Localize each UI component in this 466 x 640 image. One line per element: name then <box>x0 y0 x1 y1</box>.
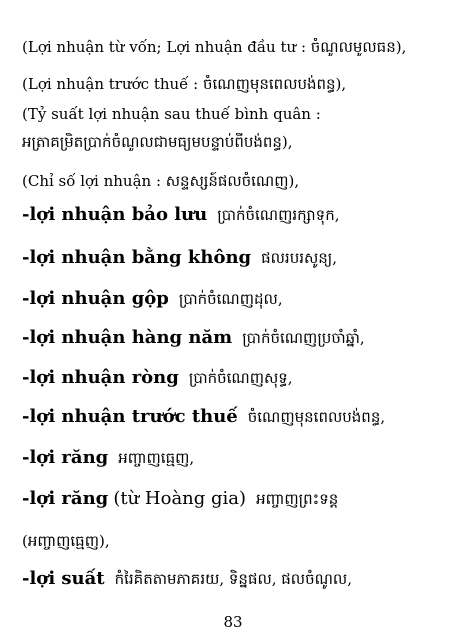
dictionary-entry <box>22 327 456 349</box>
entry-term: -lợi nhuận bảo lưu <box>22 204 208 225</box>
entry-meaning: អញ្ចាញធ្មេញ, <box>118 449 195 467</box>
entry-term: -lợi răng <box>22 488 109 509</box>
entry-meaning: ផលរបរសូន្យ, <box>261 249 338 267</box>
entry-meaning: ប្រាក់ចំណេញដុល, <box>178 290 283 308</box>
entry-term: -lợi nhuận trước thuế <box>22 406 238 427</box>
dictionary-entry <box>22 204 456 226</box>
dictionary-entry <box>22 288 456 310</box>
text-line-3: (Tỷ suất lợi nhuận sau thuế bình quân : <box>22 105 321 123</box>
entry-continuation: (អញ្ចាញធ្មេញ), <box>22 532 110 550</box>
entry-term: -lợi nhuận hàng năm <box>22 327 233 348</box>
entry-meaning: កំរៃគិតតាមភាគរយ, ទិន្នផល, ផលចំណូល, <box>114 570 352 588</box>
dictionary-entry <box>22 488 456 510</box>
dictionary-entry <box>22 406 456 428</box>
entry-term: -lợi nhuận bằng không <box>22 247 252 268</box>
dictionary-entry <box>22 367 456 389</box>
entry-meaning: ចំណេញមុនពេលបង់ពន្ធ, <box>247 408 386 426</box>
entry-term: -lợi suất <box>22 568 105 589</box>
entry-meaning: ប្រាក់ចំណេញប្រចាំឆ្នាំ, <box>242 329 365 347</box>
text-line-5: (Chỉ số lợi nhuận : សន្ទស្សន៍ផលចំណេញ), <box>22 172 300 190</box>
text-line-2: (Lợi nhuận trước thuế : ចំណេញមុនពេលបង់ពន្ធ), <box>22 75 347 93</box>
entry-term: -lợi nhuận ròng <box>22 367 179 388</box>
text-line-4: អត្រាគម្រិតប្រាក់ចំណូលជាមធ្យមបន្ទាប់ពីបង់ពន្ធ), <box>22 133 293 151</box>
entry-meaning: ប្រាក់ចំណេញរក្សាទុក, <box>217 206 340 224</box>
entry-term: -lợi nhuận gộp <box>22 288 169 309</box>
entry-meaning: ប្រាក់ចំណេញសុទ្ធ, <box>188 369 293 387</box>
text-line-1: (Lợi nhuận từ vốn; Lợi nhuận đầu tư : ចំណូលមូលធន), <box>22 38 407 56</box>
dictionary-entry <box>22 447 456 469</box>
entry-meaning: អញ្ចាញព្រះទន្ត <box>256 490 339 508</box>
page-number: 83 <box>223 613 243 631</box>
dictionary-entry <box>22 568 456 590</box>
dictionary-entry <box>22 247 456 269</box>
entry-note: (từ Hoàng gia) <box>113 488 247 509</box>
entry-term: -lợi răng <box>22 447 109 468</box>
